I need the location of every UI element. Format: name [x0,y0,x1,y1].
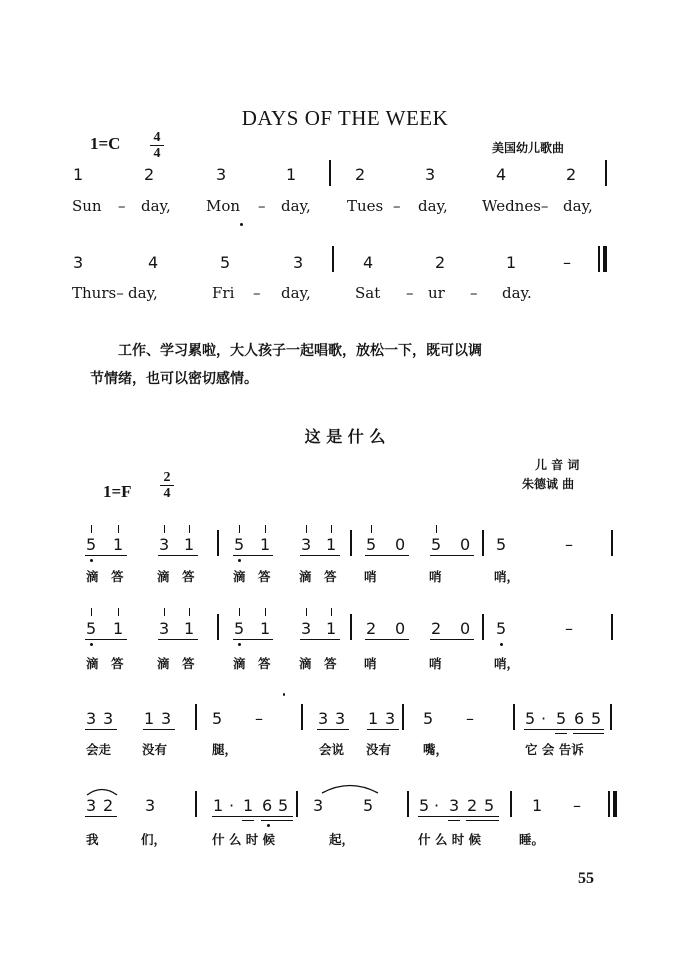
barline [482,614,484,640]
note: – [466,709,474,728]
note: 5 [419,796,430,815]
accent-mark [118,608,119,616]
note: 3 [425,165,436,184]
lyric: 滴 [233,569,246,584]
note: 5 [556,709,567,728]
note: 5 [278,796,289,815]
page-number: 55 [578,870,594,887]
lyric: ur [428,284,445,302]
lyric: – [470,284,478,302]
lyric: – [253,284,261,302]
accent-mark [118,525,119,533]
beam [85,639,127,640]
beam-double [555,733,567,734]
slur [85,784,119,796]
lyric: 哨， [494,569,520,584]
beam [430,639,474,640]
lyric: day, [563,197,593,215]
lyric: – [118,197,126,215]
note: 3 [145,796,156,815]
lyric: 睡。 [519,832,545,847]
note: 1 [286,165,297,184]
lyric: 们， [141,832,167,847]
beam-double [466,820,499,821]
note: 3 [86,709,97,728]
barline [296,791,298,817]
accent-mark [91,525,92,533]
barline [482,530,484,556]
song1-meter [150,131,164,160]
note: 1 [113,535,124,554]
note: 5 [496,619,507,638]
note: 5 [212,709,223,728]
note: 2 [431,619,442,638]
note: 1 [532,796,543,815]
note: 5 [591,709,602,728]
barline [195,704,197,730]
lyric: 哨， [494,656,520,671]
lyric: 哨 [429,569,442,584]
note: 1 [144,709,155,728]
beam [300,639,340,640]
beam [418,816,499,817]
lyric: 会走 [86,742,112,757]
lyric: 哨 [364,569,377,584]
beam [212,816,293,817]
note: 3 [103,709,114,728]
final-barline-thick [603,246,607,272]
accent-mark [331,525,332,533]
barline [217,530,219,556]
note: 3 [159,535,170,554]
note: 5 [86,535,97,554]
lyric: 我 [86,832,99,847]
note: 0 [460,619,471,638]
meter-top: 4 [153,130,161,145]
accent-mark [306,608,307,616]
lyric: day, [281,284,311,302]
lyric: 起， [329,832,355,847]
paragraph-line2: 节情绪，也可以密切感情。 [90,371,258,387]
song2-lyricist: 儿 音 词 [535,458,580,472]
accent-mark [91,608,92,616]
note: 0 [395,619,406,638]
barline [350,614,352,640]
low-octave-dot [500,643,503,646]
note: 5 [363,796,374,815]
beam [85,555,127,556]
lyric: 会说 [319,742,345,757]
note: 0 [460,535,471,554]
accent-mark [436,525,437,533]
barline [301,704,303,730]
barline [402,704,404,730]
lyric: 滴 [86,656,99,671]
note: 2 [435,253,446,272]
beam [233,639,273,640]
lyric: – [393,197,401,215]
note: 1 [326,535,337,554]
note: 2 [355,165,366,184]
note: 1 [260,535,271,554]
song1-key: 1=C [90,134,121,153]
meter-bottom: 4 [153,146,161,161]
beam [158,639,198,640]
lyric: 腿， [212,742,238,757]
lyric: 滴 [233,656,246,671]
note: 2 [566,165,577,184]
lyric: 什 么 时 候 [212,832,276,847]
lyric: – [406,284,414,302]
lyric: 答 [182,656,195,671]
lyric: day, [141,197,171,215]
lyric: Sun [72,197,102,215]
lyric: Sat [355,284,381,302]
accent-mark [371,525,372,533]
barline [510,791,512,817]
note: 1 [368,709,379,728]
lyric: 答 [324,569,337,584]
lyric: 答 [182,569,195,584]
note: · [229,796,235,815]
lyric: 答 [324,656,337,671]
note: 1 [260,619,271,638]
note: 5 [431,535,442,554]
note: 3 [161,709,172,728]
lyric: 答 [258,569,271,584]
lyric: 哨 [429,656,442,671]
lyric: Tues [347,197,384,215]
note: 4 [363,253,374,272]
accent-mark [189,608,190,616]
final-barline-thin [608,791,610,817]
barline [513,704,515,730]
accent-mark [164,525,165,533]
lyric: 它 会 告诉 [525,742,584,757]
note: 6 [574,709,585,728]
accent-mark [164,608,165,616]
song1-credit: 美国幼儿歌曲 [492,141,565,155]
final-barline-thin [598,246,600,272]
lyric: Wednes– [482,197,549,215]
note: 1 [73,165,84,184]
barline [605,160,607,186]
lyric: 答 [111,656,124,671]
note: 3 [449,796,460,815]
note: 5 [525,709,536,728]
lyric: 滴 [299,569,312,584]
beam [85,729,117,730]
barline [195,791,197,817]
beam [365,639,409,640]
lyric: 滴 [157,656,170,671]
note: 3 [159,619,170,638]
barline [610,704,612,730]
note: 1 [184,619,195,638]
note: 5 [234,619,245,638]
meter-bottom: 4 [163,486,171,501]
note: 1 [243,796,254,815]
note: 3 [301,535,312,554]
note: 0 [395,535,406,554]
note: 2 [144,165,155,184]
slur [320,780,380,794]
barline [407,791,409,817]
lyric: – [258,197,266,215]
stray-mark [283,693,285,696]
note: 1 [113,619,124,638]
lyric: day, [128,284,158,302]
beam [365,555,409,556]
beam [524,729,604,730]
lyric: 嘴， [423,742,449,757]
barline [350,530,352,556]
song2-title: 这 是 什 么 [304,427,386,446]
note: 2 [366,619,377,638]
barline [329,160,331,186]
beam [143,729,175,730]
note: 5 [220,253,231,272]
lyric: 没有 [366,742,392,757]
beam [430,555,474,556]
lyric: 什 么 时 候 [418,832,482,847]
note: 3 [293,253,304,272]
barline [332,246,334,272]
song2-key: 1=F [103,482,132,501]
accent-mark [306,525,307,533]
note: 1 [506,253,517,272]
accent-mark [239,525,240,533]
lyric: 答 [111,569,124,584]
note: 5 [496,535,507,554]
note: 2 [467,796,478,815]
low-octave-dot [90,643,93,646]
note: – [565,535,573,554]
accent-mark [239,608,240,616]
barline [611,614,613,640]
beam-double [573,733,604,734]
lyric: 滴 [299,656,312,671]
note: 5 [484,796,495,815]
note: 5 [234,535,245,554]
note: · [541,709,547,728]
note: 5 [423,709,434,728]
barline [611,530,613,556]
accent-mark [265,525,266,533]
note: 3 [313,796,324,815]
meter-top: 2 [163,470,171,485]
note: 6 [262,796,273,815]
beam [300,555,340,556]
note: 1 [213,796,224,815]
lyric: day. [502,284,532,302]
note: 3 [216,165,227,184]
note: 5 [86,619,97,638]
lyric: 滴 [157,569,170,584]
note: · [434,796,440,815]
note: – [565,619,573,638]
low-octave-dot [238,559,241,562]
beam [158,555,198,556]
song2-composer: 朱德诚 曲 [522,477,575,491]
low-octave-dot [238,643,241,646]
note: 3 [301,619,312,638]
paragraph-line1: 工作、学习累啦，大人孩子一起唱歌，放松一下，既可以调 [118,343,482,359]
lyric: 答 [258,656,271,671]
beam [85,816,117,817]
beam [233,555,273,556]
note: 1 [326,619,337,638]
low-octave-dot [267,824,270,827]
beam-double [448,820,460,821]
note: 2 [103,796,114,815]
lyric: Mon [206,197,241,215]
low-octave-dot [90,559,93,562]
lyric: 哨 [364,656,377,671]
lyric: Thurs– [72,284,124,302]
note: 3 [73,253,84,272]
barline [217,614,219,640]
stray-dot [240,223,243,226]
lyric: 没有 [142,742,168,757]
note: 5 [366,535,377,554]
beam [317,729,349,730]
final-barline-thick [613,791,617,817]
accent-mark [331,608,332,616]
note: 1 [184,535,195,554]
lyric: 滴 [86,569,99,584]
beam-double [242,820,254,821]
note: 4 [496,165,507,184]
note: 3 [385,709,396,728]
beam-double [261,820,293,821]
note: 3 [318,709,329,728]
lyric: day, [281,197,311,215]
note: 4 [148,253,159,272]
beam [367,729,399,730]
note: 3 [335,709,346,728]
accent-mark [189,525,190,533]
note: 3 [86,796,97,815]
song2-meter [160,471,174,500]
note: – [255,709,263,728]
lyric: Fri [212,284,235,302]
song1-title: DAYS OF THE WEEK [241,106,449,130]
accent-mark [265,608,266,616]
lyric: day, [418,197,448,215]
note: – [573,796,581,815]
note: – [563,253,571,272]
